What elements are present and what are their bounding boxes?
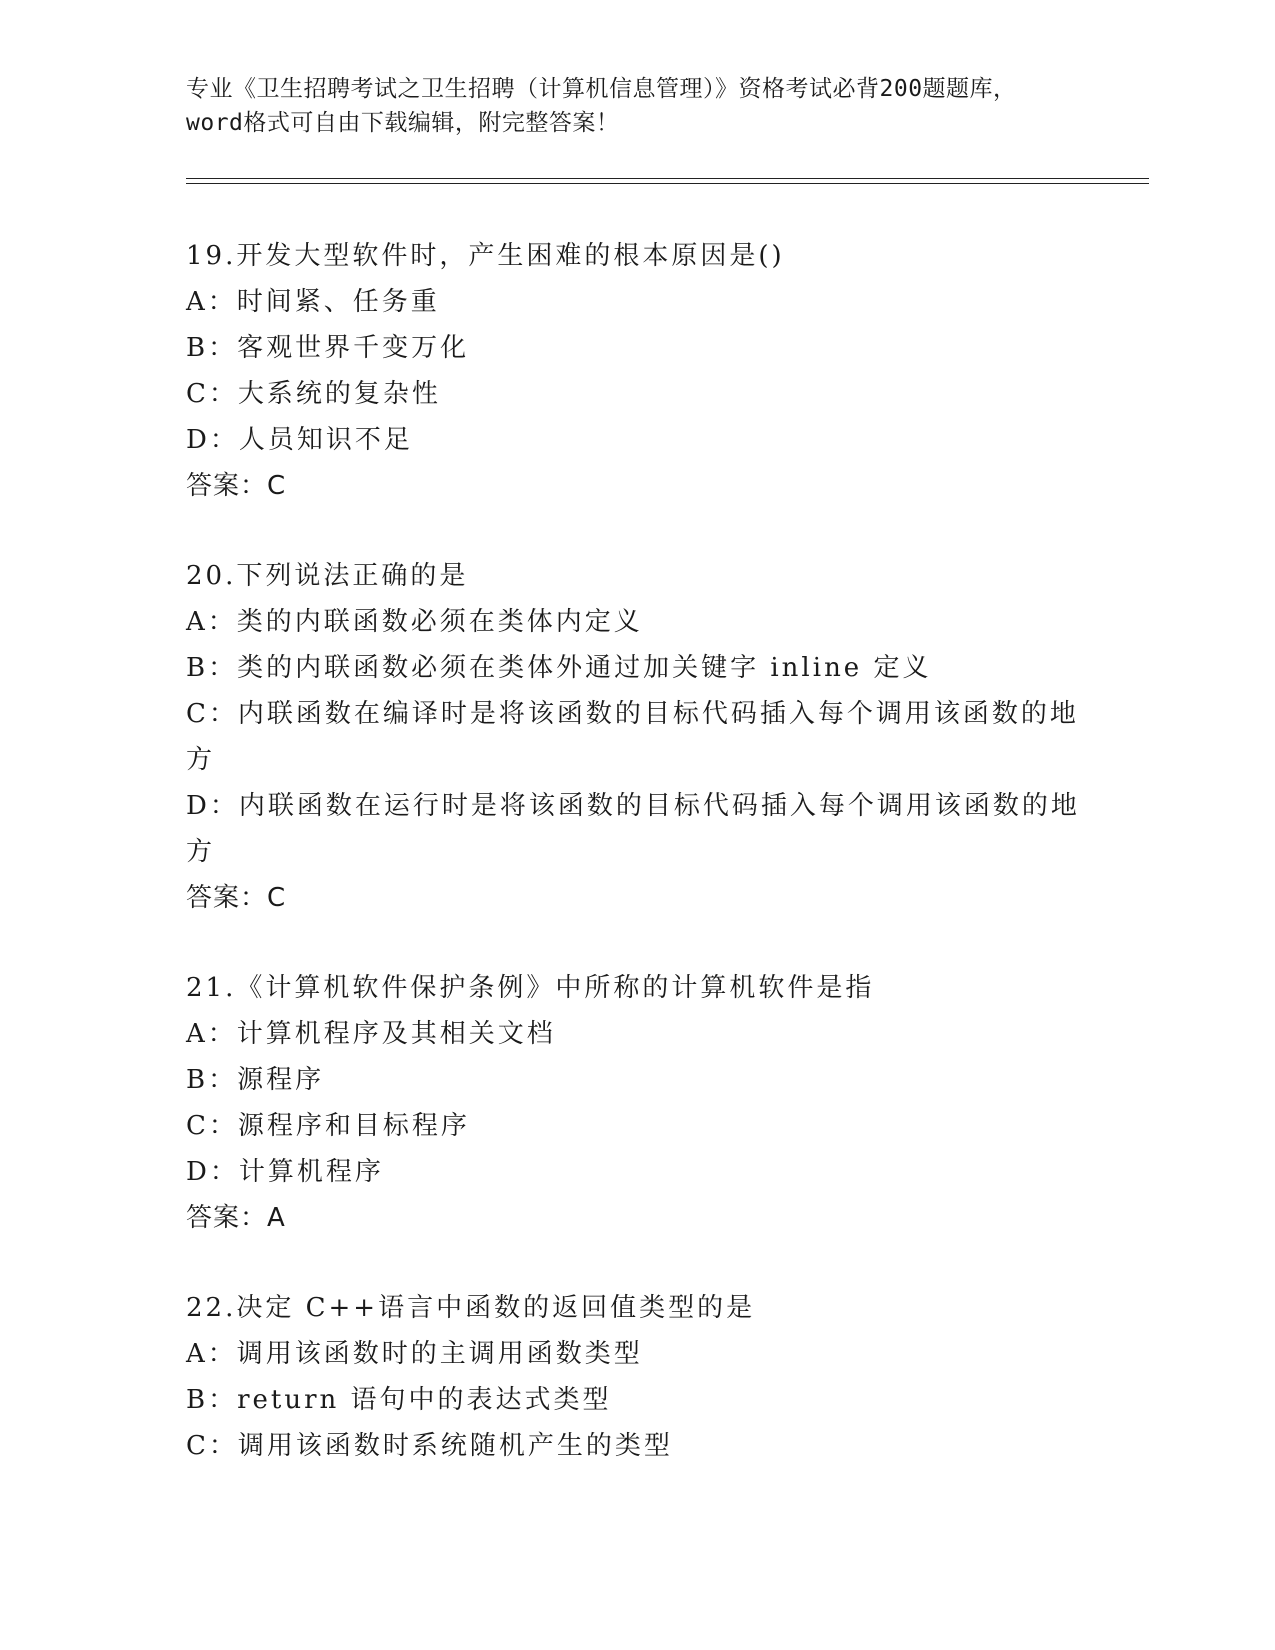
option-b: B：源程序 xyxy=(186,1065,325,1095)
document-header xyxy=(186,72,1086,140)
question-22 xyxy=(186,1285,1086,1469)
option-d: D：计算机程序 xyxy=(186,1157,384,1187)
option-c: C：调用该函数时系统随机产生的类型 xyxy=(186,1431,673,1461)
answer: 答案：C xyxy=(186,471,287,501)
header-divider-top xyxy=(186,178,1149,179)
option-c: C：大系统的复杂性 xyxy=(186,379,441,409)
option-b: B：类的内联函数必须在类体外通过加关键字 inline 定义 xyxy=(186,653,932,683)
header-line-1: 专业《卫生招聘考试之卫生招聘（计算机信息管理）》资格考试必背200题题库， xyxy=(186,76,1017,102)
question-stem: 20.下列说法正确的是 xyxy=(186,561,469,591)
option-c: C：源程序和目标程序 xyxy=(186,1111,470,1141)
option-a: A：类的内联函数必须在类体内定义 xyxy=(186,607,643,637)
option-d: D：内联函数在运行时是将该函数的目标代码插入每个调用该函数的地方 xyxy=(186,791,1080,867)
option-a: A：调用该函数时的主调用函数类型 xyxy=(186,1339,643,1369)
option-b: B：return 语句中的表达式类型 xyxy=(186,1385,612,1415)
header-line-2: word格式可自由下载编辑，附完整答案！ xyxy=(186,110,620,136)
question-stem: 19.开发大型软件时，产生困难的根本原因是() xyxy=(186,241,785,271)
question-21 xyxy=(186,965,1086,1241)
question-20 xyxy=(186,553,1086,921)
option-b: B：客观世界千变万化 xyxy=(186,333,470,363)
header-divider-bottom xyxy=(186,183,1149,184)
option-a: A：时间紧、任务重 xyxy=(186,287,440,317)
option-a: A：计算机程序及其相关文档 xyxy=(186,1019,556,1049)
question-list xyxy=(186,233,1086,1513)
answer: 答案：A xyxy=(186,1203,286,1233)
option-c: C：内联函数在编译时是将该函数的目标代码插入每个调用该函数的地方 xyxy=(186,699,1079,775)
question-19 xyxy=(186,233,1086,509)
question-stem: 22.决定 C++语言中函数的返回值类型的是 xyxy=(186,1293,756,1323)
question-stem: 21.《计算机软件保护条例》中所称的计算机软件是指 xyxy=(186,973,875,1003)
answer: 答案：C xyxy=(186,883,287,913)
option-d: D：人员知识不足 xyxy=(186,425,413,455)
